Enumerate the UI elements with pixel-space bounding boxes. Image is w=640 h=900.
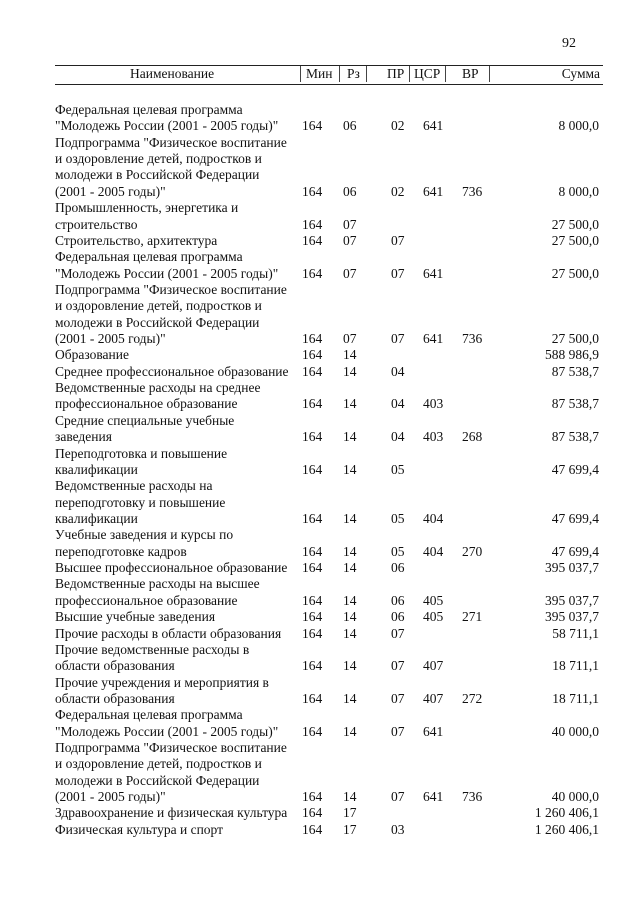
row-name <box>55 740 305 805</box>
cell-min: 164 <box>302 805 323 821</box>
cell-csr: 641 <box>423 183 444 199</box>
cell-vr: 272 <box>462 690 483 706</box>
cell-csr: 641 <box>423 118 444 134</box>
row-name-line: Ведомственные расходы на <box>55 478 213 494</box>
cell-pr: 07 <box>391 789 405 805</box>
cell-vr: 736 <box>462 331 483 347</box>
row-name-line: (2001 - 2005 годы)" <box>55 331 166 347</box>
row-name-line: квалификации <box>55 510 138 526</box>
cell-min: 164 <box>302 347 323 363</box>
cell-min: 164 <box>302 396 323 412</box>
row-name-line: Среднее профессиональное образование <box>55 363 289 379</box>
row-name <box>55 364 305 380</box>
cell-sum: 47 699,4 <box>551 543 599 559</box>
cell-pr: 07 <box>391 232 405 248</box>
row-name-line: Прочие расходы в области образования <box>55 625 282 641</box>
cell-pr: 07 <box>391 625 405 641</box>
row-name-line: Промышленность, энергетика и <box>55 200 239 216</box>
table-row <box>0 249 640 282</box>
cell-pr: 07 <box>391 265 405 281</box>
cell-rz: 14 <box>343 789 357 805</box>
row-name-line: молодежи в Российской Федерации <box>55 167 260 183</box>
cell-vr: 736 <box>462 183 483 199</box>
row-name <box>55 805 305 821</box>
row-name <box>55 200 305 233</box>
table-row <box>0 413 640 446</box>
row-name-line: Высшие учебные заведения <box>55 609 216 625</box>
cell-min: 164 <box>302 461 323 477</box>
cell-sum: 1 260 406,1 <box>534 821 599 837</box>
cell-min: 164 <box>302 789 323 805</box>
column-divider <box>339 66 340 82</box>
cell-min: 164 <box>302 543 323 559</box>
row-name-line: Подпрограмма "Физическое воспитание <box>55 740 287 756</box>
row-name-line: Прочие ведомственные расходы в <box>55 641 250 657</box>
table-row <box>0 233 640 249</box>
cell-min: 164 <box>302 232 323 248</box>
table-row <box>0 380 640 413</box>
row-name <box>55 822 305 838</box>
table-row <box>0 675 640 708</box>
row-name-line: профессиональное образование <box>55 592 238 608</box>
cell-min: 164 <box>302 265 323 281</box>
table-row <box>0 642 640 675</box>
cell-min: 164 <box>302 363 323 379</box>
row-name <box>55 707 305 740</box>
row-name <box>55 446 305 479</box>
row-name <box>55 527 305 560</box>
cell-rz: 14 <box>343 625 357 641</box>
cell-sum: 47 699,4 <box>551 461 599 477</box>
cell-rz: 14 <box>343 690 357 706</box>
cell-rz: 14 <box>343 723 357 739</box>
row-name <box>55 233 305 249</box>
row-name-line: и оздоровление детей, подростков и <box>55 151 262 167</box>
header-csr: ЦСР <box>414 66 441 81</box>
cell-rz: 14 <box>343 609 357 625</box>
cell-sum: 87 538,7 <box>551 396 599 412</box>
cell-pr: 06 <box>391 560 405 576</box>
table-row <box>0 446 640 479</box>
cell-rz: 14 <box>343 363 357 379</box>
row-name-line: Учебные заведения и курсы по <box>55 527 234 543</box>
row-name <box>55 626 305 642</box>
cell-min: 164 <box>302 609 323 625</box>
cell-min: 164 <box>302 560 323 576</box>
cell-sum: 87 538,7 <box>551 429 599 445</box>
table-row <box>0 364 640 380</box>
cell-rz: 17 <box>343 805 357 821</box>
cell-min: 164 <box>302 723 323 739</box>
row-name <box>55 347 305 363</box>
row-name-line: молодежи в Российской Федерации <box>55 772 260 788</box>
row-name-line: Образование <box>55 347 129 363</box>
cell-pr: 07 <box>391 690 405 706</box>
table-row <box>0 609 640 625</box>
table-row <box>0 135 640 200</box>
cell-pr: 04 <box>391 363 405 379</box>
cell-pr: 07 <box>391 723 405 739</box>
cell-min: 164 <box>302 658 323 674</box>
cell-rz: 14 <box>343 429 357 445</box>
cell-pr: 02 <box>391 118 405 134</box>
column-divider <box>445 66 446 82</box>
header-name: Наименование <box>130 66 215 81</box>
row-name-line: Средние специальные учебные <box>55 412 235 428</box>
cell-pr: 05 <box>391 543 405 559</box>
row-name-line: и оздоровление детей, подростков и <box>55 756 262 772</box>
cell-min: 164 <box>302 510 323 526</box>
row-name-line: области образования <box>55 658 175 674</box>
row-name-line: Прочие учреждения и мероприятия в <box>55 674 269 690</box>
row-name-line: "Молодежь России (2001 - 2005 годы)" <box>55 265 279 281</box>
cell-rz: 14 <box>343 510 357 526</box>
cell-rz: 17 <box>343 821 357 837</box>
cell-csr: 641 <box>423 331 444 347</box>
cell-min: 164 <box>302 625 323 641</box>
row-name-line: квалификации <box>55 461 138 477</box>
cell-sum: 27 500,0 <box>551 216 599 232</box>
row-name-line: Ведомственные расходы на высшее <box>55 576 260 592</box>
table-row <box>0 347 640 363</box>
cell-rz: 07 <box>343 232 357 248</box>
row-name-line: Федеральная целевая программа <box>55 707 243 723</box>
row-name-line: (2001 - 2005 годы)" <box>55 789 166 805</box>
row-name-line: переподготовку и повышение <box>55 494 226 510</box>
cell-sum: 40 000,0 <box>551 723 599 739</box>
header-pr: ПР <box>387 66 405 81</box>
row-name-line: заведения <box>55 429 112 445</box>
cell-csr: 405 <box>423 592 444 608</box>
cell-rz: 06 <box>343 183 357 199</box>
cell-sum: 395 037,7 <box>545 609 599 625</box>
cell-sum: 8 000,0 <box>558 183 599 199</box>
table-row <box>0 805 640 821</box>
row-name-line: Высшее профессиональное образование <box>55 560 288 576</box>
cell-min: 164 <box>302 821 323 837</box>
row-name-line: строительство <box>55 216 138 232</box>
table-row <box>0 200 640 233</box>
row-name-line: Здравоохранение и физическая культура <box>55 805 288 821</box>
cell-csr: 641 <box>423 789 444 805</box>
cell-pr: 05 <box>391 510 405 526</box>
table-row <box>0 560 640 576</box>
header-bottom-rule <box>55 84 603 85</box>
column-divider <box>409 66 410 82</box>
cell-sum: 1 260 406,1 <box>534 805 599 821</box>
cell-pr: 07 <box>391 658 405 674</box>
row-name <box>55 642 305 675</box>
row-name-line: Подпрограмма "Физическое воспитание <box>55 134 287 150</box>
row-name-line: (2001 - 2005 годы)" <box>55 183 166 199</box>
cell-rz: 14 <box>343 560 357 576</box>
cell-vr: 268 <box>462 429 483 445</box>
table-row <box>0 527 640 560</box>
cell-csr: 407 <box>423 690 444 706</box>
cell-pr: 07 <box>391 331 405 347</box>
cell-csr: 407 <box>423 658 444 674</box>
cell-vr: 736 <box>462 789 483 805</box>
row-name <box>55 249 305 282</box>
header-vr: ВР <box>462 66 479 81</box>
cell-sum: 58 711,1 <box>552 625 599 641</box>
cell-sum: 47 699,4 <box>551 510 599 526</box>
row-name-line: Федеральная целевая программа <box>55 249 243 265</box>
table-row <box>0 822 640 838</box>
cell-rz: 14 <box>343 592 357 608</box>
table-row <box>0 478 640 527</box>
column-divider <box>366 66 367 82</box>
row-name-line: профессиональное образование <box>55 396 238 412</box>
cell-sum: 8 000,0 <box>558 118 599 134</box>
cell-sum: 395 037,7 <box>545 560 599 576</box>
cell-pr: 06 <box>391 592 405 608</box>
row-name-line: Физическая культура и спорт <box>55 821 224 837</box>
header-min: Мин <box>306 66 333 81</box>
cell-rz: 14 <box>343 396 357 412</box>
cell-sum: 18 711,1 <box>552 658 599 674</box>
table-row <box>0 707 640 740</box>
cell-csr: 403 <box>423 429 444 445</box>
cell-rz: 06 <box>343 118 357 134</box>
row-name-line: Строительство, архитектура <box>55 232 218 248</box>
cell-sum: 40 000,0 <box>551 789 599 805</box>
cell-rz: 14 <box>343 658 357 674</box>
cell-sum: 27 500,0 <box>551 232 599 248</box>
row-name-line: Подпрограмма "Физическое воспитание <box>55 281 287 297</box>
row-name <box>55 135 305 200</box>
cell-rz: 14 <box>343 461 357 477</box>
header-sum: Сумма <box>561 66 600 81</box>
cell-min: 164 <box>302 183 323 199</box>
row-name <box>55 413 305 446</box>
cell-rz: 14 <box>343 543 357 559</box>
row-name <box>55 675 305 708</box>
cell-rz: 07 <box>343 216 357 232</box>
cell-pr: 04 <box>391 429 405 445</box>
column-divider <box>489 66 490 82</box>
cell-csr: 405 <box>423 609 444 625</box>
row-name-line: области образования <box>55 690 175 706</box>
row-name <box>55 609 305 625</box>
table-row <box>0 740 640 805</box>
cell-pr: 03 <box>391 821 405 837</box>
cell-csr: 641 <box>423 723 444 739</box>
cell-rz: 14 <box>343 347 357 363</box>
cell-pr: 02 <box>391 183 405 199</box>
table-row <box>0 102 640 135</box>
table-row <box>0 626 640 642</box>
cell-sum: 588 986,9 <box>545 347 599 363</box>
row-name <box>55 478 305 527</box>
cell-min: 164 <box>302 331 323 347</box>
row-name <box>55 380 305 413</box>
row-name-line: "Молодежь России (2001 - 2005 годы)" <box>55 118 279 134</box>
cell-rz: 07 <box>343 265 357 281</box>
cell-sum: 87 538,7 <box>551 363 599 379</box>
row-name-line: переподготовке кадров <box>55 543 187 559</box>
cell-pr: 04 <box>391 396 405 412</box>
cell-sum: 27 500,0 <box>551 265 599 281</box>
cell-csr: 404 <box>423 510 444 526</box>
row-name-line: Ведомственные расходы на среднее <box>55 380 261 396</box>
cell-rz: 07 <box>343 331 357 347</box>
cell-min: 164 <box>302 118 323 134</box>
header-rz: Рз <box>347 66 360 81</box>
column-divider <box>300 66 301 82</box>
cell-csr: 403 <box>423 396 444 412</box>
cell-pr: 05 <box>391 461 405 477</box>
row-name-line: Переподготовка и повышение <box>55 445 228 461</box>
page-number: 92 <box>562 36 576 51</box>
budget-table-body <box>0 102 640 838</box>
cell-min: 164 <box>302 429 323 445</box>
row-name-line: молодежи в Российской Федерации <box>55 314 260 330</box>
cell-pr: 06 <box>391 609 405 625</box>
row-name-line: Федеральная целевая программа <box>55 102 243 117</box>
row-name <box>55 560 305 576</box>
cell-sum: 27 500,0 <box>551 331 599 347</box>
cell-vr: 271 <box>462 609 483 625</box>
cell-min: 164 <box>302 216 323 232</box>
row-name <box>55 576 305 609</box>
cell-vr: 270 <box>462 543 483 559</box>
cell-csr: 404 <box>423 543 444 559</box>
cell-sum: 18 711,1 <box>552 690 599 706</box>
cell-min: 164 <box>302 690 323 706</box>
table-row <box>0 282 640 347</box>
row-name-line: "Молодежь России (2001 - 2005 годы)" <box>55 723 279 739</box>
row-name-line: и оздоровление детей, подростков и <box>55 298 262 314</box>
table-row <box>0 576 640 609</box>
cell-csr: 641 <box>423 265 444 281</box>
row-name <box>55 102 305 135</box>
cell-sum: 395 037,7 <box>545 592 599 608</box>
cell-min: 164 <box>302 592 323 608</box>
row-name <box>55 282 305 347</box>
